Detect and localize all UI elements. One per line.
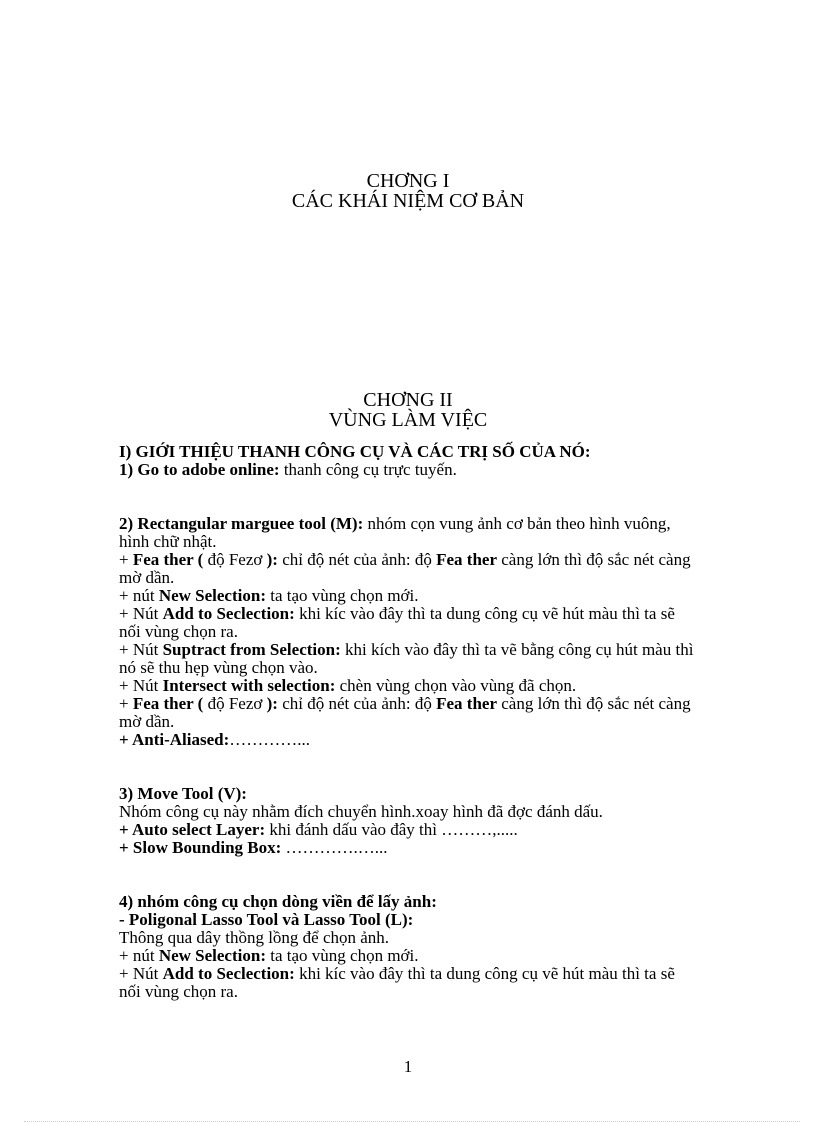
chapter-2-label: CHƠNG II [363, 389, 453, 411]
item-2-line: + nút New Selection: ta tạo vùng chọn mới. [119, 586, 419, 605]
item-2 [119, 515, 699, 551]
page-bottom-rule [24, 1121, 800, 1122]
item-2-line: + Fea ther ( độ Fezơ ): chỉ độ nét của ảnh: độ Fea ther càng lớn thì độ sắc nét càng mờ dần. [119, 694, 691, 731]
item-2-text: nhóm cọn vung ảnh cơ bản theo hình vuông, hình chữ nhật. [119, 514, 671, 551]
item-1-text: thanh công cụ trực tuyến. [279, 460, 457, 479]
item-1 [119, 461, 699, 479]
item-4-line: + nút New Selection: ta tạo vùng chọn mới. [119, 946, 419, 965]
page-number: 1 [403, 1057, 413, 1076]
item-3-line: + Auto select Layer: khi đánh dấu vào đây thì ………,..... [119, 820, 518, 839]
item-2-title: 2) Rectangular marguee tool (M): [119, 514, 364, 533]
chapter-1-title: CÁC KHÁI NIỆM CƠ BẢN [291, 190, 525, 212]
item-2-line: + Nút Add to Seclection: khi kíc vào đây thì ta dung công cụ vẽ hút màu thì ta sẽ nối vùng chọn ra. [119, 604, 675, 641]
item-2-line: + Nút Intersect with selection: chèn vùng chọn vào vùng đã chọn. [119, 676, 577, 695]
item-2-line: + Fea ther ( độ Fezơ ): chỉ độ nét của ảnh: độ Fea ther càng lớn thì độ sắc nét càng mờ dần. [119, 550, 691, 587]
item-4-intro: Thông qua dây thồng lồng để chọn ảnh. [119, 928, 390, 947]
section-heading: I) GIỚI THIỆU THANH CÔNG CỤ VÀ CÁC TRỊ SỐ CỦA NÓ: [119, 442, 591, 461]
item-1-title: 1) Go to adobe online: [119, 460, 280, 479]
chapter-2-title: VÙNG LÀM VIỆC [328, 409, 488, 431]
item-2-line: + Nút Suptract from Selection: khi kích vào đây thì ta vẽ bằng công cụ hút màu thì nó sẽ thu hẹp vùng chọn vào. [119, 640, 694, 677]
item-4-line: + Nút Add to Seclection: khi kíc vào đây thì ta dung công cụ vẽ hút màu thì ta sẽ nối vùng chọn ra. [119, 964, 675, 1001]
item-3-title: 3) Move Tool (V): [119, 784, 247, 803]
item-2-line: + Anti-Aliased:…………... [119, 730, 311, 749]
chapter-1-label: CHƠNG I [366, 170, 450, 192]
item-4-title: 4) nhóm công cụ chọn dòng viền để lấy ảnh: [119, 892, 437, 911]
item-3-line: + Slow Bounding Box: ………….…... [119, 838, 388, 857]
document-body [119, 443, 699, 1001]
item-4-sub: - Poligonal Lasso Tool và Lasso Tool (L): [119, 910, 414, 929]
item-3-intro: Nhóm công cụ này nhằm đích chuyển hình.xoay hình đã đợc đánh dấu. [119, 802, 603, 821]
